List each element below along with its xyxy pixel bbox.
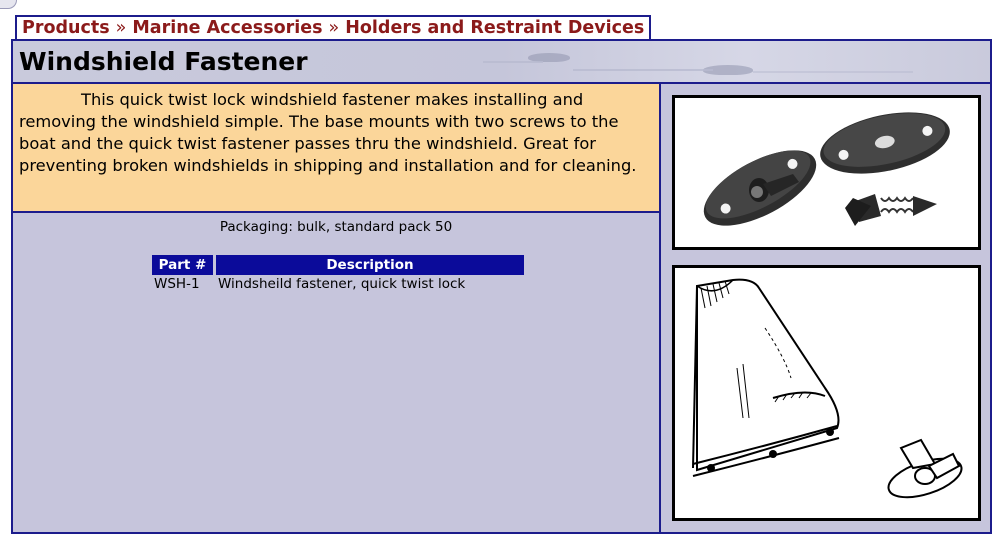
breadcrumb-separator: »	[328, 18, 340, 38]
breadcrumb-link-holders-restraint-devices[interactable]: Holders and Restraint Devices	[345, 18, 645, 38]
breadcrumb-link-products[interactable]: Products	[22, 18, 110, 38]
product-photo[interactable]	[672, 95, 981, 250]
part-description-cell: Windsheild fastener, quick twist lock	[218, 276, 466, 292]
parts-table	[149, 255, 527, 293]
title-banner	[11, 39, 992, 84]
windshield-diagram-art	[675, 268, 978, 518]
packaging-info: Packaging: bulk, standard pack 50	[219, 219, 453, 235]
parts-table-header-row	[152, 255, 524, 275]
breadcrumb-link-marine-accessories[interactable]: Marine Accessories	[132, 18, 323, 38]
breadcrumb-separator: »	[115, 18, 127, 38]
page-title: Windshield Fastener	[19, 47, 308, 76]
fastener-photo-art	[675, 98, 978, 247]
column-header-part-number: Part #	[152, 255, 213, 275]
column-header-description: Description	[216, 255, 524, 275]
breadcrumb	[15, 15, 651, 39]
product-description: This quick twist lock windshield fastener makes installing and removing the windshield simple. The base mounts with two screws to the boat and the quick twist fastener passes thru the windshield. Great for preventing broken windshields in shipping and installation and for cleaning.	[13, 84, 659, 213]
site-logo-fragment	[0, 0, 17, 9]
part-number-cell: WSH-1	[154, 276, 200, 292]
table-row	[152, 275, 524, 293]
product-images-column	[661, 84, 992, 532]
product-content	[11, 84, 992, 534]
product-details-column	[13, 84, 661, 532]
installation-drawing[interactable]	[672, 265, 981, 521]
